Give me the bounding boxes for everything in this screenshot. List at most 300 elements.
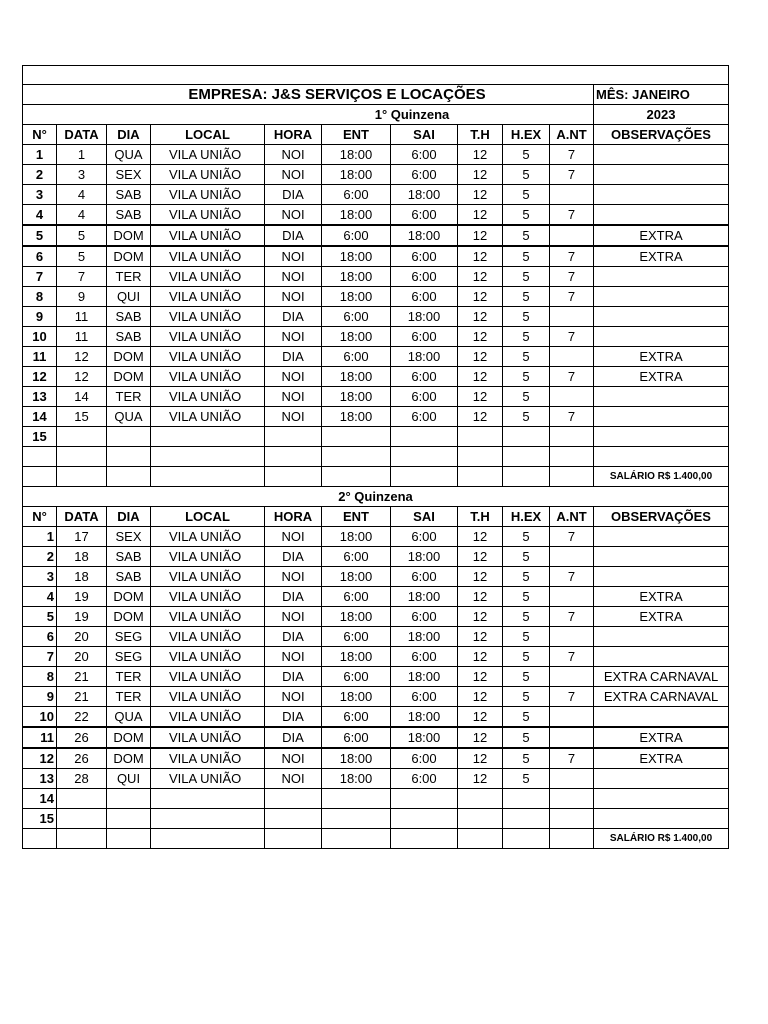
cell-n: 2: [23, 547, 57, 567]
header-dia: DIA: [107, 507, 151, 527]
cell-obs: [594, 407, 729, 427]
cell-data: 3: [57, 165, 107, 185]
cell-hex: [503, 809, 550, 829]
cell-sai: 18:00: [391, 727, 458, 748]
table-row: [23, 567, 729, 587]
cell-local: [151, 789, 265, 809]
cell-sai: 6:00: [391, 527, 458, 547]
cell-local: VILA UNIÃO: [151, 246, 265, 267]
cell-th: 12: [458, 225, 503, 246]
cell-dia: SAB: [107, 307, 151, 327]
header-data: DATA: [57, 507, 107, 527]
cell-dia: SEG: [107, 647, 151, 667]
cell-n: 10: [23, 707, 57, 728]
cell-ant: [550, 727, 594, 748]
cell-ent: 18:00: [322, 687, 391, 707]
cell-obs: [594, 145, 729, 165]
cell-hex: 5: [503, 527, 550, 547]
blank-cell: [151, 829, 265, 849]
cell-dia: QUI: [107, 287, 151, 307]
cell-data: 26: [57, 727, 107, 748]
cell-sai: 6:00: [391, 367, 458, 387]
cell-sai: 6:00: [391, 607, 458, 627]
table-row: [23, 527, 729, 547]
header-hora: HORA: [265, 507, 322, 527]
cell-local: VILA UNIÃO: [151, 769, 265, 789]
cell-ent: [322, 809, 391, 829]
table-row: [23, 267, 729, 287]
cell-th: 12: [458, 327, 503, 347]
cell-ant: 7: [550, 205, 594, 226]
cell-ant: [550, 789, 594, 809]
cell-obs: [594, 567, 729, 587]
cell-hora: NOI: [265, 527, 322, 547]
blank-cell: [322, 467, 391, 487]
table-row: [23, 427, 729, 447]
cell-dia: QUA: [107, 145, 151, 165]
cell-sai: 18:00: [391, 547, 458, 567]
cell-sai: 6:00: [391, 165, 458, 185]
blank-cell: [23, 105, 322, 125]
cell-dia: DOM: [107, 367, 151, 387]
cell-n: 12: [23, 748, 57, 769]
cell-ent: 18:00: [322, 165, 391, 185]
header-hex: H.EX: [503, 125, 550, 145]
cell-ent: 6:00: [322, 225, 391, 246]
table-row: [23, 327, 729, 347]
cell-dia: SEX: [107, 527, 151, 547]
cell-th: 12: [458, 647, 503, 667]
cell-th: 12: [458, 667, 503, 687]
cell-local: VILA UNIÃO: [151, 687, 265, 707]
cell-sai: 18:00: [391, 707, 458, 728]
fortnight1-label: 1° Quinzena: [322, 105, 503, 125]
cell-dia: [107, 427, 151, 447]
cell-ant: [550, 347, 594, 367]
cell-hora: [265, 447, 322, 467]
cell-hora: NOI: [265, 687, 322, 707]
cell-dia: SAB: [107, 205, 151, 226]
cell-sai: [391, 427, 458, 447]
cell-ant: [550, 769, 594, 789]
blank-cell: [391, 467, 458, 487]
table-row: [23, 347, 729, 367]
header-hex: H.EX: [503, 507, 550, 527]
cell-hora: NOI: [265, 407, 322, 427]
cell-n: 7: [23, 267, 57, 287]
cell-hex: [503, 427, 550, 447]
cell-sai: 18:00: [391, 185, 458, 205]
cell-n: [23, 447, 57, 467]
cell-local: VILA UNIÃO: [151, 748, 265, 769]
cell-ant: [550, 427, 594, 447]
cell-dia: DOM: [107, 748, 151, 769]
cell-data: 18: [57, 547, 107, 567]
cell-obs: [594, 547, 729, 567]
cell-hora: NOI: [265, 647, 322, 667]
cell-sai: 6:00: [391, 287, 458, 307]
cell-hex: 5: [503, 347, 550, 367]
cell-ant: 7: [550, 287, 594, 307]
cell-ant: [550, 387, 594, 407]
blank-cell: [265, 467, 322, 487]
cell-data: 21: [57, 687, 107, 707]
cell-n: 13: [23, 387, 57, 407]
cell-ant: 7: [550, 607, 594, 627]
salary-row: [23, 467, 729, 487]
cell-ant: 7: [550, 527, 594, 547]
cell-hex: 5: [503, 769, 550, 789]
cell-data: 26: [57, 748, 107, 769]
timesheet-table: [22, 65, 729, 849]
cell-obs: [594, 387, 729, 407]
cell-dia: SEG: [107, 627, 151, 647]
cell-th: 12: [458, 607, 503, 627]
cell-th: [458, 789, 503, 809]
cell-ant: [550, 707, 594, 728]
cell-hex: 5: [503, 307, 550, 327]
cell-ent: 6:00: [322, 347, 391, 367]
cell-dia: DOM: [107, 727, 151, 748]
cell-ent: [322, 789, 391, 809]
cell-ent: 18:00: [322, 769, 391, 789]
cell-hora: DIA: [265, 185, 322, 205]
fortnight1-row: [23, 105, 729, 125]
cell-ant: [550, 809, 594, 829]
cell-ent: 18:00: [322, 246, 391, 267]
cell-hora: NOI: [265, 205, 322, 226]
cell-hora: NOI: [265, 769, 322, 789]
cell-n: 4: [23, 587, 57, 607]
cell-sai: 18:00: [391, 627, 458, 647]
cell-dia: DOM: [107, 225, 151, 246]
cell-dia: TER: [107, 267, 151, 287]
table-row: [23, 667, 729, 687]
cell-n: 1: [23, 527, 57, 547]
cell-local: VILA UNIÃO: [151, 647, 265, 667]
cell-ent: [322, 427, 391, 447]
cell-data: [57, 427, 107, 447]
cell-dia: DOM: [107, 607, 151, 627]
cell-hex: 5: [503, 246, 550, 267]
header-local: LOCAL: [151, 507, 265, 527]
cell-hex: 5: [503, 145, 550, 165]
cell-obs: EXTRA CARNAVAL: [594, 687, 729, 707]
header-dia: DIA: [107, 125, 151, 145]
cell-hex: 5: [503, 587, 550, 607]
table-row: [23, 809, 729, 829]
cell-local: VILA UNIÃO: [151, 587, 265, 607]
cell-hex: 5: [503, 727, 550, 748]
table-row: [23, 547, 729, 567]
cell-th: 12: [458, 527, 503, 547]
cell-ent: 18:00: [322, 647, 391, 667]
cell-ent: 6:00: [322, 627, 391, 647]
cell-ant: 7: [550, 246, 594, 267]
cell-th: 12: [458, 185, 503, 205]
cell-sai: 18:00: [391, 587, 458, 607]
cell-n: 9: [23, 307, 57, 327]
cell-obs: EXTRA: [594, 727, 729, 748]
cell-hora: NOI: [265, 246, 322, 267]
cell-obs: [594, 165, 729, 185]
cell-th: 12: [458, 145, 503, 165]
cell-th: 12: [458, 165, 503, 185]
cell-obs: EXTRA CARNAVAL: [594, 667, 729, 687]
cell-local: VILA UNIÃO: [151, 547, 265, 567]
blank-cell: [23, 467, 57, 487]
cell-n: 5: [23, 225, 57, 246]
cell-hex: 5: [503, 287, 550, 307]
cell-dia: TER: [107, 387, 151, 407]
cell-ent: 18:00: [322, 145, 391, 165]
blank-cell: [265, 829, 322, 849]
cell-ant: 7: [550, 567, 594, 587]
cell-sai: 6:00: [391, 327, 458, 347]
cell-hex: 5: [503, 607, 550, 627]
cell-local: VILA UNIÃO: [151, 145, 265, 165]
cell-hora: [265, 427, 322, 447]
cell-obs: [594, 809, 729, 829]
cell-n: 15: [23, 427, 57, 447]
cell-ent: 18:00: [322, 567, 391, 587]
cell-data: 1: [57, 145, 107, 165]
cell-obs: EXTRA: [594, 607, 729, 627]
cell-local: VILA UNIÃO: [151, 367, 265, 387]
cell-obs: [594, 287, 729, 307]
table-row: [23, 246, 729, 267]
table-row: [23, 789, 729, 809]
table-row: [23, 587, 729, 607]
cell-obs: [594, 769, 729, 789]
cell-hora: NOI: [265, 287, 322, 307]
cell-obs: [594, 447, 729, 467]
cell-th: 12: [458, 567, 503, 587]
blank-cell: [107, 829, 151, 849]
cell-data: 17: [57, 527, 107, 547]
cell-th: 12: [458, 407, 503, 427]
header-local: LOCAL: [151, 125, 265, 145]
header-sai: SAI: [391, 507, 458, 527]
cell-obs: EXTRA: [594, 225, 729, 246]
cell-hora: DIA: [265, 667, 322, 687]
cell-hora: NOI: [265, 387, 322, 407]
cell-sai: [391, 789, 458, 809]
cell-ant: 7: [550, 748, 594, 769]
cell-data: 9: [57, 287, 107, 307]
cell-dia: QUA: [107, 707, 151, 728]
cell-obs: [594, 327, 729, 347]
blank-cell: [550, 829, 594, 849]
header-th: T.H: [458, 507, 503, 527]
cell-obs: EXTRA: [594, 347, 729, 367]
cell-local: VILA UNIÃO: [151, 185, 265, 205]
cell-sai: 18:00: [391, 307, 458, 327]
cell-sai: 6:00: [391, 567, 458, 587]
cell-local: VILA UNIÃO: [151, 407, 265, 427]
cell-th: 12: [458, 687, 503, 707]
cell-th: 12: [458, 347, 503, 367]
cell-hex: 5: [503, 667, 550, 687]
cell-obs: [594, 627, 729, 647]
cell-dia: DOM: [107, 587, 151, 607]
cell-obs: [594, 789, 729, 809]
cell-ant: 7: [550, 267, 594, 287]
cell-sai: 6:00: [391, 267, 458, 287]
top-blank-row: [23, 66, 729, 85]
table-row: [23, 165, 729, 185]
cell-hora: [265, 809, 322, 829]
cell-local: [151, 809, 265, 829]
cell-ant: [550, 627, 594, 647]
cell-dia: [107, 809, 151, 829]
salary-row: [23, 829, 729, 849]
cell-sai: [391, 447, 458, 467]
cell-obs: [594, 427, 729, 447]
cell-local: VILA UNIÃO: [151, 567, 265, 587]
cell-n: 8: [23, 287, 57, 307]
blank-cell: [23, 829, 57, 849]
blank-cell: [503, 105, 594, 125]
cell-data: [57, 789, 107, 809]
cell-ant: [550, 185, 594, 205]
cell-ent: 6:00: [322, 707, 391, 728]
cell-hex: 5: [503, 267, 550, 287]
cell-local: VILA UNIÃO: [151, 165, 265, 185]
blank-cell: [23, 66, 729, 85]
cell-obs: [594, 205, 729, 226]
cell-data: 19: [57, 607, 107, 627]
cell-hex: 5: [503, 547, 550, 567]
cell-local: VILA UNIÃO: [151, 627, 265, 647]
cell-dia: SAB: [107, 327, 151, 347]
cell-ant: 7: [550, 647, 594, 667]
column-header-row: [23, 507, 729, 527]
cell-ant: 7: [550, 145, 594, 165]
cell-local: VILA UNIÃO: [151, 667, 265, 687]
cell-th: 12: [458, 307, 503, 327]
column-header-row: [23, 125, 729, 145]
cell-obs: [594, 267, 729, 287]
cell-hex: 5: [503, 165, 550, 185]
cell-data: 5: [57, 246, 107, 267]
cell-n: 3: [23, 185, 57, 205]
cell-sai: 6:00: [391, 387, 458, 407]
cell-n: 15: [23, 809, 57, 829]
cell-data: 15: [57, 407, 107, 427]
cell-data: 28: [57, 769, 107, 789]
table-row: [23, 769, 729, 789]
cell-data: 21: [57, 667, 107, 687]
cell-local: VILA UNIÃO: [151, 527, 265, 547]
month-label: MÊS: JANEIRO: [594, 85, 729, 105]
blank-cell: [151, 467, 265, 487]
cell-data: 5: [57, 225, 107, 246]
cell-n: 13: [23, 769, 57, 789]
cell-th: 12: [458, 587, 503, 607]
blank-cell: [503, 829, 550, 849]
cell-n: 8: [23, 667, 57, 687]
cell-hora: NOI: [265, 567, 322, 587]
cell-data: 4: [57, 185, 107, 205]
cell-hora: NOI: [265, 165, 322, 185]
cell-th: 12: [458, 547, 503, 567]
cell-sai: 6:00: [391, 205, 458, 226]
cell-local: VILA UNIÃO: [151, 267, 265, 287]
cell-local: VILA UNIÃO: [151, 205, 265, 226]
cell-th: [458, 447, 503, 467]
cell-data: 22: [57, 707, 107, 728]
cell-ant: 7: [550, 407, 594, 427]
blank-cell: [458, 829, 503, 849]
cell-local: [151, 427, 265, 447]
cell-hora: NOI: [265, 327, 322, 347]
cell-n: 9: [23, 687, 57, 707]
cell-ent: 18:00: [322, 387, 391, 407]
cell-n: 4: [23, 205, 57, 226]
cell-ant: [550, 447, 594, 467]
cell-hex: 5: [503, 225, 550, 246]
cell-n: 14: [23, 407, 57, 427]
cell-local: VILA UNIÃO: [151, 287, 265, 307]
cell-local: [151, 447, 265, 467]
table-row: [23, 287, 729, 307]
cell-data: 7: [57, 267, 107, 287]
cell-hora: NOI: [265, 748, 322, 769]
cell-local: VILA UNIÃO: [151, 387, 265, 407]
cell-n: 5: [23, 607, 57, 627]
cell-local: VILA UNIÃO: [151, 727, 265, 748]
cell-th: 12: [458, 246, 503, 267]
company-row: [23, 85, 729, 105]
cell-obs: [594, 647, 729, 667]
cell-sai: 18:00: [391, 347, 458, 367]
cell-th: 12: [458, 707, 503, 728]
header-ent: ENT: [322, 507, 391, 527]
cell-local: VILA UNIÃO: [151, 347, 265, 367]
cell-n: 1: [23, 145, 57, 165]
blank-cell: [550, 467, 594, 487]
blank-cell: [503, 467, 550, 487]
cell-data: 11: [57, 307, 107, 327]
cell-n: 11: [23, 727, 57, 748]
cell-dia: SAB: [107, 547, 151, 567]
cell-ant: 7: [550, 687, 594, 707]
cell-th: 12: [458, 769, 503, 789]
cell-ent: 6:00: [322, 667, 391, 687]
cell-dia: [107, 789, 151, 809]
cell-obs: [594, 707, 729, 728]
cell-ent: 18:00: [322, 407, 391, 427]
cell-sai: [391, 809, 458, 829]
cell-sai: 6:00: [391, 687, 458, 707]
fortnight2-row: [23, 487, 729, 507]
fortnight2-label: 2° Quinzena: [23, 487, 729, 507]
cell-ant: [550, 667, 594, 687]
cell-hex: 5: [503, 687, 550, 707]
cell-local: VILA UNIÃO: [151, 707, 265, 728]
table-row: [23, 607, 729, 627]
cell-ent: 6:00: [322, 307, 391, 327]
cell-dia: SEX: [107, 165, 151, 185]
cell-ent: 6:00: [322, 587, 391, 607]
cell-ant: 7: [550, 327, 594, 347]
cell-data: 20: [57, 647, 107, 667]
cell-hora: DIA: [265, 307, 322, 327]
cell-dia: QUI: [107, 769, 151, 789]
cell-sai: 18:00: [391, 667, 458, 687]
cell-hex: 5: [503, 567, 550, 587]
